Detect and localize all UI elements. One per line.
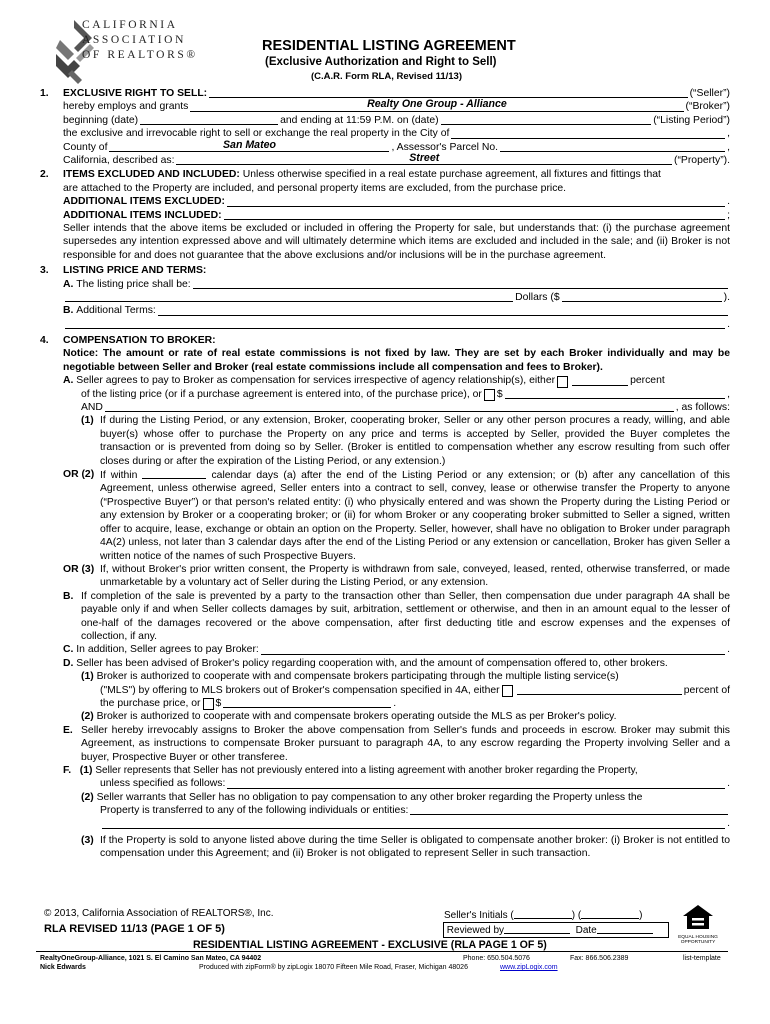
review-box <box>443 922 669 938</box>
office-fax: Fax: 866.506.2389 <box>570 955 629 962</box>
agreement-body <box>40 87 730 861</box>
initials-separator: ) ( <box>571 910 582 921</box>
employs-text: hereby employs and grants <box>63 101 189 113</box>
s4-f3-label: (3) <box>81 834 94 846</box>
excluded-parties-field-2[interactable] <box>102 818 725 829</box>
s1-line-3 <box>40 114 730 127</box>
s3-line-3 <box>40 291 730 304</box>
s4-b-text: If completion of the sale is prevented by a party to the transaction other than Seller, then compensation due under paragraph 4A shall be payable only if and when Seller collects damages by suit, arbitration, settlement or otherwise, and then in an amount equal to the lesser of one-half of the damages recovered or the above compensation, after first deducting title and escrow expenses and the expenses of collection, if any. <box>81 590 730 642</box>
s2-line-3: ADDITIONAL ITEMS EXCLUDED: . <box>40 195 730 208</box>
s2-line-1 <box>40 168 730 181</box>
california-label: California, described as: <box>63 154 175 166</box>
revision-label: RLA REVISED 11/13 (PAGE 1 OF 5) <box>44 923 225 935</box>
s4-a1-block <box>40 414 730 468</box>
listing-price-field[interactable] <box>562 291 722 302</box>
s4-d2-text: Broker is authorized to cooperate with and compensate brokers operating outside the MLS as per Broker's policy. <box>96 711 617 723</box>
s4-a-line-1 <box>40 374 730 387</box>
s3-line-2 <box>40 278 730 291</box>
logo-line-1: CALIFORNIA <box>82 19 178 31</box>
mls-percent-checkbox[interactable] <box>502 685 513 697</box>
initials-field-2[interactable] <box>581 908 639 919</box>
equal-housing-icon <box>682 904 714 930</box>
listing-price-words-field-2[interactable] <box>65 291 513 302</box>
county-field[interactable] <box>109 138 389 152</box>
s2-number: 2. <box>40 169 49 181</box>
template-name: list-template <box>683 955 721 962</box>
as-follows-label: , as follows: <box>675 402 730 414</box>
mls-dollar-checkbox[interactable] <box>203 698 214 710</box>
s4-d1-text-a: Broker is authorized to cooperate with and compensate brokers participating through the multiple listing service(s) <box>96 671 619 683</box>
additional-compensation-field[interactable] <box>261 644 725 655</box>
s4-a2-block <box>40 468 730 563</box>
s4-f2-label: (2) <box>81 791 94 803</box>
logo-line-3: OF REALTORS® <box>82 49 198 61</box>
additional-terms-field[interactable] <box>158 305 728 316</box>
broker-name-value: Realty One Group - Alliance <box>367 98 507 111</box>
document-subtitle: (Exclusive Authorization and Right to Sell) <box>265 56 497 68</box>
s4-heading: COMPENSATION TO BROKER: <box>63 335 216 347</box>
car-logo <box>54 18 254 88</box>
s4-d2-line <box>40 710 730 723</box>
listing-price-words-field[interactable] <box>193 278 728 289</box>
county-value: San Mateo <box>222 138 276 151</box>
and-label: AND <box>81 402 103 414</box>
s3-line-4 <box>40 304 730 317</box>
equal-housing-logo <box>678 904 718 945</box>
agent-name: Nick Edwards <box>40 964 86 971</box>
reviewed-field[interactable] <box>504 923 570 934</box>
s4-b-block <box>40 590 730 644</box>
listing-period-tag: (“Listing Period”) <box>653 114 730 126</box>
exclusive-text: the exclusive and irrevocable right to sell or exchange the real property in the City of <box>63 128 450 140</box>
s3-b-label: B. <box>63 305 74 317</box>
days-field[interactable] <box>142 468 206 479</box>
footer-center-title: RESIDENTIAL LISTING AGREEMENT - EXCLUSIVE (RLA PAGE 1 OF 5) <box>193 939 547 951</box>
and-field[interactable] <box>105 401 674 412</box>
broker-name-field[interactable] <box>190 98 683 112</box>
s3-b-text: Additional Terms: <box>76 305 156 317</box>
initials-close: ) <box>639 910 643 921</box>
s4-a-text-1: Seller agrees to pay to Broker as compensation for services irrespective of agency relationship(s), either <box>76 375 556 387</box>
s4-f2-line-2 <box>40 804 730 817</box>
s4-f1-text: Seller represents that Seller has not previously entered into a listing agreement with another broker regarding the Property, <box>95 764 638 776</box>
s4-f2-text-b: Property is transferred to any of the following individuals or entities: <box>100 805 409 817</box>
copyright: © 2013, California Association of REALTORS®, Inc. <box>44 908 274 919</box>
dollar-sign: $ <box>496 388 503 400</box>
s4-d2-label: (2) <box>81 711 94 723</box>
seller-tag: (“Seller”) <box>689 87 730 99</box>
s1-number: 1. <box>40 87 49 99</box>
s4-d1-text-c: the purchase price, or <box>100 697 201 709</box>
mls-dollar-field[interactable] <box>223 697 391 708</box>
s4-c-line: C. In addition, Seller agrees to pay Broker: . <box>40 643 730 656</box>
s4-d1-line-1 <box>40 670 730 683</box>
s2-line-2 <box>40 182 730 195</box>
mls-dollar-sign: $ <box>215 697 222 709</box>
s4-a2-start: If within <box>100 470 138 482</box>
s4-a1-text: If during the Listing Period, or any extension, Broker, cooperating broker, Seller or any other person procures a ready, willing, and able buyer(s) whose offer to purchase the Property on any price and terms is accepted by Seller, provided the Buyer completes the transaction or is prevented from doing so by Seller. (Broker is entitled to compensation whether any escrow resulting from such offer closes during or after the expiration of the Listing Period, or any extension.) <box>100 415 730 467</box>
s4-a1-label: (1) <box>81 415 94 427</box>
dollars-label: Dollars ($ <box>515 291 560 303</box>
seller-name-field[interactable] <box>209 87 687 98</box>
s4-e-label: E. <box>63 724 73 736</box>
initials-row <box>444 908 643 921</box>
s4-f3-text: If the Property is sold to anyone listed above during the time Seller is obligated to compensate another broker: (i) Broker is not entitled to compensation under this Agreement; and (ii) Broker is not obligated to represent Seller in such transaction. <box>100 834 730 860</box>
ending-date-field[interactable] <box>441 114 652 125</box>
excluded-field[interactable] <box>227 196 725 207</box>
s2-text-2: are attached to the Property are included, and personal property items are excluded, from the purchase price. <box>63 182 567 194</box>
s4-f1-line-2: unless specified as follows: . <box>40 777 730 790</box>
s3-number: 3. <box>40 265 49 277</box>
included-label: ADDITIONAL ITEMS INCLUDED: <box>63 209 222 221</box>
ending-label: and ending at 11:59 P.M. on (date) <box>280 114 439 126</box>
s4-d1-line-2 <box>40 684 730 697</box>
s2-heading: ITEMS EXCLUDED AND INCLUDED: <box>63 169 240 181</box>
s4-line-1 <box>40 334 730 347</box>
dollar-amount-field[interactable] <box>505 388 726 399</box>
mls-percent-field[interactable] <box>517 684 682 695</box>
percent-checkbox[interactable] <box>557 376 568 388</box>
percent-of-label: percent of <box>683 684 730 696</box>
county-label: County of <box>63 141 108 153</box>
dollar-checkbox[interactable] <box>484 389 495 401</box>
s4-a-label: A. <box>63 375 74 387</box>
included-field[interactable] <box>224 209 726 220</box>
s4-number: 4. <box>40 335 49 347</box>
apn-label: , Assessor's Parcel No. <box>391 141 498 153</box>
s3-heading: LISTING PRICE AND TERMS: <box>63 265 207 277</box>
reviewed-label: Reviewed by <box>446 925 505 936</box>
s4-f3-block <box>40 834 730 861</box>
s3-a-label: A. <box>63 278 74 290</box>
property-description-value: Street <box>409 151 440 164</box>
property-tag: (“Property”). <box>674 154 730 166</box>
logo-text <box>82 18 198 63</box>
s4-f2-text: Seller warrants that Seller has no obligation to pay compensation to any other broker regarding the Property unless the <box>96 791 643 803</box>
s4-d1-line-3: the purchase price, or $ . <box>40 697 730 710</box>
s4-f1-text-b: unless specified as follows: <box>100 778 226 790</box>
excluded-label: ADDITIONAL ITEMS EXCLUDED: <box>63 196 226 208</box>
additional-terms-field-2[interactable] <box>65 318 725 329</box>
s4-a2-text-wrap <box>40 468 730 563</box>
s4-d1-text-b: ("MLS") by offering to MLS brokers out of Broker's compensation specified in 4A, either <box>100 684 500 696</box>
s4-c-label: C. <box>63 644 74 656</box>
document-title: RESIDENTIAL LISTING AGREEMENT <box>262 38 516 54</box>
date-label: Date <box>575 925 597 936</box>
comma-2: , <box>727 141 730 153</box>
s2-line-4: ADDITIONAL ITEMS INCLUDED: ; <box>40 209 730 222</box>
s1-heading: EXCLUSIVE RIGHT TO SELL: <box>63 87 208 99</box>
s4-a3-text: If, without Broker's prior written consent, the Property is withdrawn from sale, conveyed, leased, rented, otherwise transferred, or made unmarketable by a voluntary act of Seller during the Listing Period, or any extension. <box>100 563 730 589</box>
s4-a-text-2: of the listing price (or if a purchase agreement is entered into, of the purchase price), or <box>81 388 482 400</box>
ziplogix-link[interactable]: www.zipLogix.com <box>500 964 558 971</box>
broker-tag: (“Broker”) <box>685 101 730 113</box>
logo-line-2: ASSOCIATION <box>82 34 186 46</box>
s4-d-text: Seller has been advised of Broker's policy regarding cooperation with, and the amount of compensation offered to, other brokers. <box>76 657 668 669</box>
property-description-field[interactable] <box>176 151 672 165</box>
prior-listing-field[interactable] <box>227 778 725 789</box>
s4-f-label: F. <box>63 764 72 776</box>
s4-a3-label: OR (3) <box>63 563 95 575</box>
s4-d-line <box>40 657 730 670</box>
form-number: (C.A.R. Form RLA, Revised 11/13) <box>311 71 462 82</box>
produced-by: Produced with zipForm® by zipLogix 18070 Fifteen Mile Road, Fraser, Michigan 48026 <box>199 964 468 971</box>
review-date-field[interactable] <box>597 923 653 934</box>
office-phone: Phone: 650.504.5076 <box>463 955 530 962</box>
s3-line-5: . <box>40 318 730 331</box>
s4-f2-line-3: . <box>40 817 730 830</box>
s2-paragraph: Seller intends that the above items be excluded or included in offering the Property for sale, but understands that: (i) the purchase agreement supersedes any intention expressed above and will ultimately determine which items are excluded and included in the sale; and (ii) Broker is not responsible for and does not guarantee that the above exclusions and/or inclusions will be in the purchase agreement. <box>63 222 730 261</box>
percent-label: percent <box>630 375 665 387</box>
dollars-close: ). <box>723 291 730 303</box>
excluded-parties-field[interactable] <box>410 804 728 815</box>
s4-b-label: B. <box>63 590 74 602</box>
initials-field-1[interactable] <box>514 908 572 919</box>
s4-a3-block <box>40 563 730 590</box>
s4-d-label: D. <box>63 657 74 669</box>
city-field[interactable] <box>451 128 725 139</box>
beginning-label: beginning (date) <box>63 114 139 126</box>
s4-d1-label: (1) <box>81 671 94 683</box>
s4-a-line-2: of the listing price (or if a purchase agreement is entered into, of the purchase price), or $ , <box>40 388 730 401</box>
initials-label: Seller's Initials ( <box>444 910 514 921</box>
footer-divider <box>36 951 728 952</box>
s1-line-2 <box>40 100 730 113</box>
beginning-date-field[interactable] <box>140 114 278 125</box>
commission-notice: Notice: The amount or rate of real estate commissions is not fixed by law. They are set by each Broker individually and may be negotiable between Seller and Broker (real estate commissions include all compensation and fees to Broker). <box>63 348 730 373</box>
office-info: RealtyOneGroup-Alliance, 1021 S. El Camino San Mateo, CA 94402 <box>40 955 262 962</box>
percent-field[interactable] <box>572 375 628 386</box>
s4-f2-line-1 <box>40 791 730 804</box>
s4-a2-text: calendar days (a) after the end of the Listing Period or any extension; or (b) after any cancellation of this Agreement, unless otherwise agreed, Seller enters into a contract to sell, convey, lease or otherwise transfer the Property to anyone (“Prospective Buyer”) or that person's related entity: (i) who physically entered and was shown the Property during the Listing Period or any extension by Broker or a cooperating broker; or (ii) for whom Broker or any cooperating broker submitted to Seller a signed, written offer to acquire, lease, exchange or obtain an option on the Property. Seller, however, shall have no obligation to Broker under paragraph 4A(2) unless, not later than 3 calendar days after the end of the Listing Period or any extension or cancellation, Broker has given Seller a written notice of the names of such Prospective Buyers. <box>100 470 731 562</box>
s4-f1-line-1 <box>40 764 730 777</box>
s3-line-1 <box>40 264 730 277</box>
s4-a-line-3 <box>40 401 730 414</box>
s3-a-text: The listing price shall be: <box>76 278 191 290</box>
s4-e-text: Seller hereby irrevocably assigns to Broker the above compensation from Seller's funds and proceeds in escrow. Broker may submit this Agreement, as instructions to compensate Broker pursuant to paragraph 4A, to any escrow regarding the Property involving Seller and a buyer, Prospective Buyer or other transferee. <box>81 724 730 763</box>
s2-text-1: Unless otherwise specified in a real estate purchase agreement, all fixtures and fittings that <box>242 169 661 181</box>
s1-line-6 <box>40 151 730 167</box>
s4-e-block <box>40 724 730 764</box>
s4-f1-label: (1) <box>79 764 93 776</box>
comma: , <box>727 128 730 140</box>
apn-field[interactable] <box>500 141 725 152</box>
equal-housing-text: EQUAL HOUSING OPPORTUNITY <box>678 935 718 945</box>
s4-a2-label: OR (2) <box>63 469 95 481</box>
s4-c-text: In addition, Seller agrees to pay Broker: <box>76 644 259 656</box>
